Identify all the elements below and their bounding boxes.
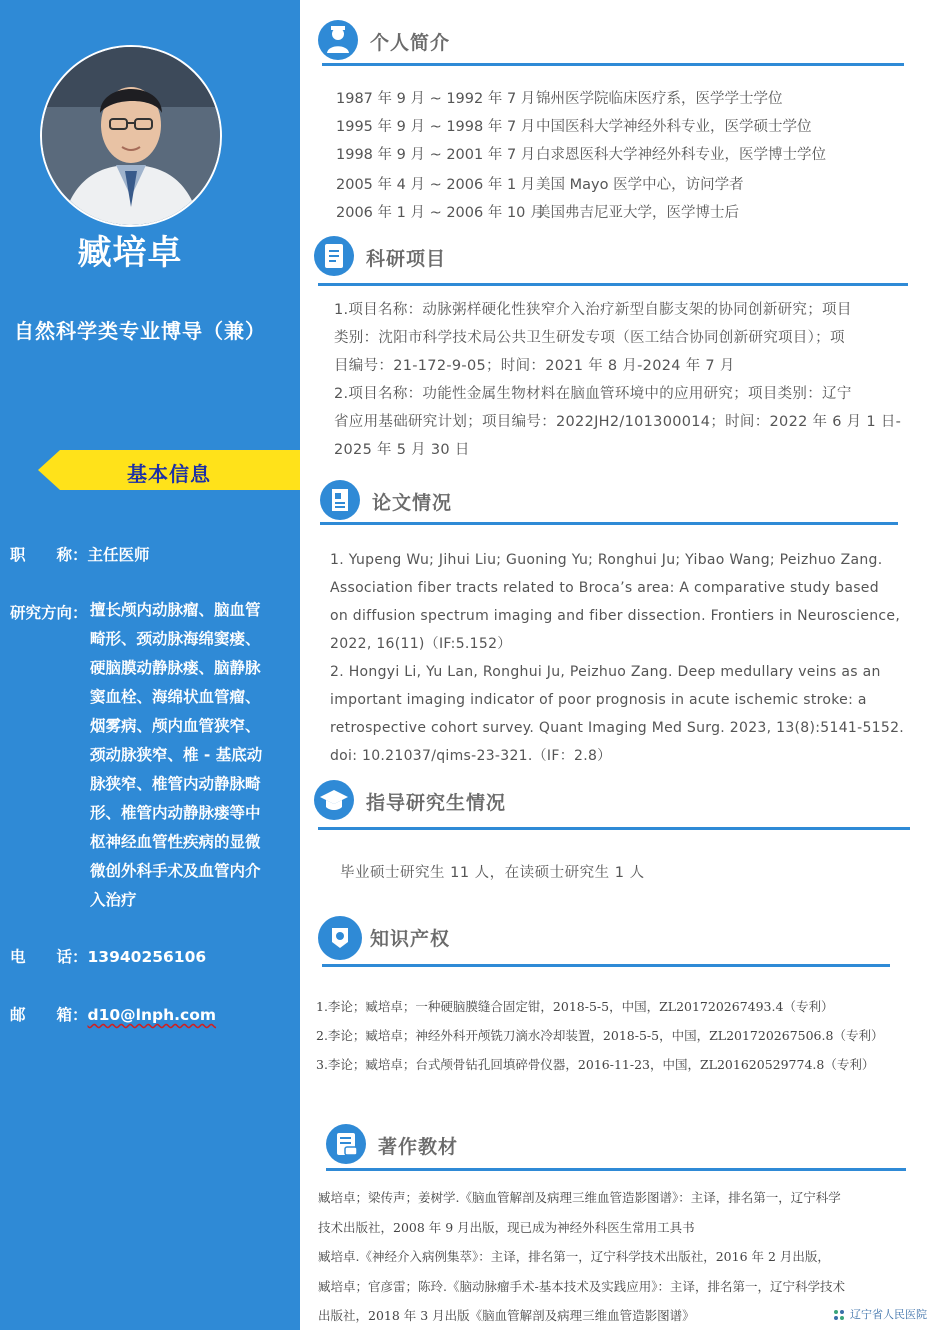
edu-row xyxy=(336,143,826,164)
main-content xyxy=(300,0,930,1330)
document-list-icon xyxy=(314,236,354,276)
phone-row xyxy=(10,945,206,967)
certificate-icon xyxy=(318,916,362,960)
edu-desc: 中国医科大学神经外科专业，医学硕士学位 xyxy=(536,119,812,135)
basic-info-title: 基本信息 xyxy=(127,462,211,486)
graduation-cap-icon xyxy=(314,780,354,820)
section-papers-header xyxy=(320,480,900,524)
section-books-header xyxy=(326,1124,906,1168)
projects-text xyxy=(334,296,914,464)
edu-row xyxy=(336,115,812,136)
research-line: 颈动脉狭窄、椎 - 基底动 xyxy=(90,746,263,764)
phone-value[interactable]: 13940256106 xyxy=(87,948,207,966)
papers-line: on diffusion spectrum imaging and fiber dissection. Frontiers in Neuroscience, xyxy=(330,608,901,624)
edu-row xyxy=(336,87,783,108)
books-line: 出版社，2018 年 3 月出版《脑血管解剖及病理三维血管造影图谱》 xyxy=(318,1308,695,1323)
section-rule xyxy=(326,1168,906,1171)
logo-text: 辽宁省人民医院 xyxy=(850,1308,927,1321)
section-projects-title: 科研项目 xyxy=(366,248,447,270)
phone-label: 电 话： xyxy=(10,948,88,966)
ip-text xyxy=(316,992,916,1079)
title-label: 职 称： xyxy=(10,546,88,564)
research-line: 硬脑膜动静脉瘘、脑静脉 xyxy=(90,659,261,677)
projects-line: 2025 年 5 月 30 日 xyxy=(334,442,470,458)
paper-icon xyxy=(320,480,360,520)
books-line: 臧培卓；官彦雷；陈玲.《脑动脉瘤手术-基本技术及实践应用》：主译，排名第一，辽宁科学技术 xyxy=(318,1278,845,1294)
research-line: 形、椎管内动静脉瘘等中 xyxy=(90,804,261,822)
edu-date: 1995 年 9 月 ~ 1998 年 7 月 xyxy=(336,119,536,135)
section-intro-title: 个人简介 xyxy=(370,32,451,54)
section-ip-title: 知识产权 xyxy=(370,928,451,950)
research-line: 擅长颅内动脉瘤、脑血管 xyxy=(90,601,261,619)
section-rule xyxy=(318,827,910,830)
research-line: 入治疗 xyxy=(90,891,137,909)
research-directions xyxy=(90,596,290,915)
research-line: 窦血栓、海绵状血管瘤、 xyxy=(90,688,261,706)
nurse-icon xyxy=(318,20,358,60)
papers-text xyxy=(330,546,920,770)
edu-desc: 锦州医学院临床医疗系，医学学士学位 xyxy=(536,91,783,107)
section-rule xyxy=(322,964,890,967)
email-row xyxy=(10,1003,216,1025)
edu-desc: 美国弗吉尼亚大学，医学博士后 xyxy=(536,205,739,221)
papers-line: important imaging indicator of poor prognosis in acute ischemic stroke: a xyxy=(330,692,867,708)
hospital-logo xyxy=(832,1306,927,1322)
research-line: 烟雾病、颅内血管狭窄、 xyxy=(90,717,261,735)
ip-line: 1.李论；臧培卓；一种硬脑膜缝合固定钳，2018-5-5，中国，ZL201720267493.4（专利） xyxy=(316,999,834,1014)
ip-line: 2.李论；臧培卓；神经外科开颅铣刀滴水冷却装置，2018-5-5，中国，ZL201720267506.8（专利） xyxy=(316,1028,884,1043)
papers-line: doi: 10.21037/qims-23-321.（IF：2.8） xyxy=(330,748,612,764)
papers-line: 1. Yupeng Wu; Jihui Liu; Guoning Yu; Ronghui Ju; Yibao Wang; Peizhuo Zang. xyxy=(330,552,883,568)
edu-row xyxy=(336,173,744,194)
section-students-header xyxy=(314,780,904,824)
section-rule xyxy=(320,522,898,525)
edu-desc: 白求恩医科大学神经外科专业，医学博士学位 xyxy=(536,147,826,163)
ip-line: 3.李论；臧培卓；台式颅骨钻孔回填碎骨仪器，2016-11-23，中国，ZL201620529774.8（专利） xyxy=(316,1057,875,1072)
edu-desc: 美国 Mayo 医学中心，访问学者 xyxy=(536,177,744,193)
projects-line: 省应用基础研究计划；项目编号：2022JH2/101300014；时间：2022 年 6 月 1 日- xyxy=(334,414,902,430)
section-ip-header xyxy=(318,916,898,960)
projects-line: 2.项目名称：功能性金属生物材料在脑血管环境中的应用研究；项目类别：辽宁 xyxy=(334,386,852,402)
section-projects-header xyxy=(314,236,904,280)
research-line: 畸形、颈动脉海绵窦瘘、 xyxy=(90,630,261,648)
edu-date: 2005 年 4 月 ~ 2006 年 1 月 xyxy=(336,177,536,193)
books-line: 臧培卓.《神经介入病例集萃》：主译，排名第一，辽宁科学技术出版社，2016 年 2 月出版， xyxy=(318,1249,830,1264)
email-value[interactable]: d10@lnph.com xyxy=(87,1006,217,1024)
edu-row xyxy=(336,201,739,222)
edu-date: 1998 年 9 月 ~ 2001 年 7 月 xyxy=(336,147,536,163)
research-line: 枢神经血管性疾病的显微 xyxy=(90,833,261,851)
research-line: 微创外科手术及血管内介 xyxy=(90,862,261,880)
doctor-name: 臧培卓 xyxy=(77,233,183,273)
title-row xyxy=(10,543,150,565)
students-text: 毕业硕士研究生 11 人，在读硕士研究生 1 人 xyxy=(340,865,645,881)
section-students-title: 指导研究生情况 xyxy=(366,792,507,814)
section-rule xyxy=(318,283,908,286)
section-papers-title: 论文情况 xyxy=(372,492,453,514)
section-rule xyxy=(322,63,904,66)
avatar xyxy=(40,45,222,227)
research-line: 脉狭窄、椎管内动静脉畸 xyxy=(90,775,261,793)
logo-mark-icon xyxy=(832,1308,846,1322)
books-line: 技术出版社，2008 年 9 月出版，现已成为神经外科医生常用工具书 xyxy=(318,1219,695,1235)
papers-line: 2. Hongyi Li, Yu Lan, Ronghui Ju, Peizhuo Zang. Deep medullary veins as an xyxy=(330,664,881,680)
papers-line: retrospective cohort survey. Quant Imaging Med Surg. 2023, 13(8):5141-5152. xyxy=(330,720,905,736)
book-icon xyxy=(326,1124,366,1164)
sidebar xyxy=(0,0,300,1330)
edu-date: 2006 年 1 月 ~ 2006 年 10 月 xyxy=(336,205,545,221)
doctor-role: 自然科学类专业博导（兼） xyxy=(14,319,266,343)
papers-line: 2022, 16(11)（IF:5.152） xyxy=(330,636,512,652)
research-label: 研究方向： xyxy=(10,604,88,622)
section-books-title: 著作教材 xyxy=(378,1136,459,1158)
papers-line: Association fiber tracts related to Broca’s area: A comparative study based xyxy=(330,580,879,596)
projects-line: 目编号：21-172-9-05；时间：2021 年 8 月-2024 年 7 月 xyxy=(334,358,735,374)
projects-line: 1.项目名称：动脉粥样硬化性狭窄介入治疗新型自膨支架的协同创新研究；项目 xyxy=(334,302,852,318)
projects-line: 类别：沈阳市科学技术局公共卫生研发专项（医工结合协同创新研究项目）；项 xyxy=(334,330,845,346)
title-value: 主任医师 xyxy=(87,546,150,564)
edu-date: 1987 年 9 月 ~ 1992 年 7 月 xyxy=(336,91,536,107)
books-line: 臧培卓；梁传声；姜树学.《脑血管解剖及病理三维血管造影图谱》：主译，排名第一，辽宁科学 xyxy=(318,1190,841,1205)
email-label: 邮 箱： xyxy=(10,1006,88,1024)
section-intro-header xyxy=(318,20,908,64)
basic-info-banner xyxy=(38,450,300,490)
